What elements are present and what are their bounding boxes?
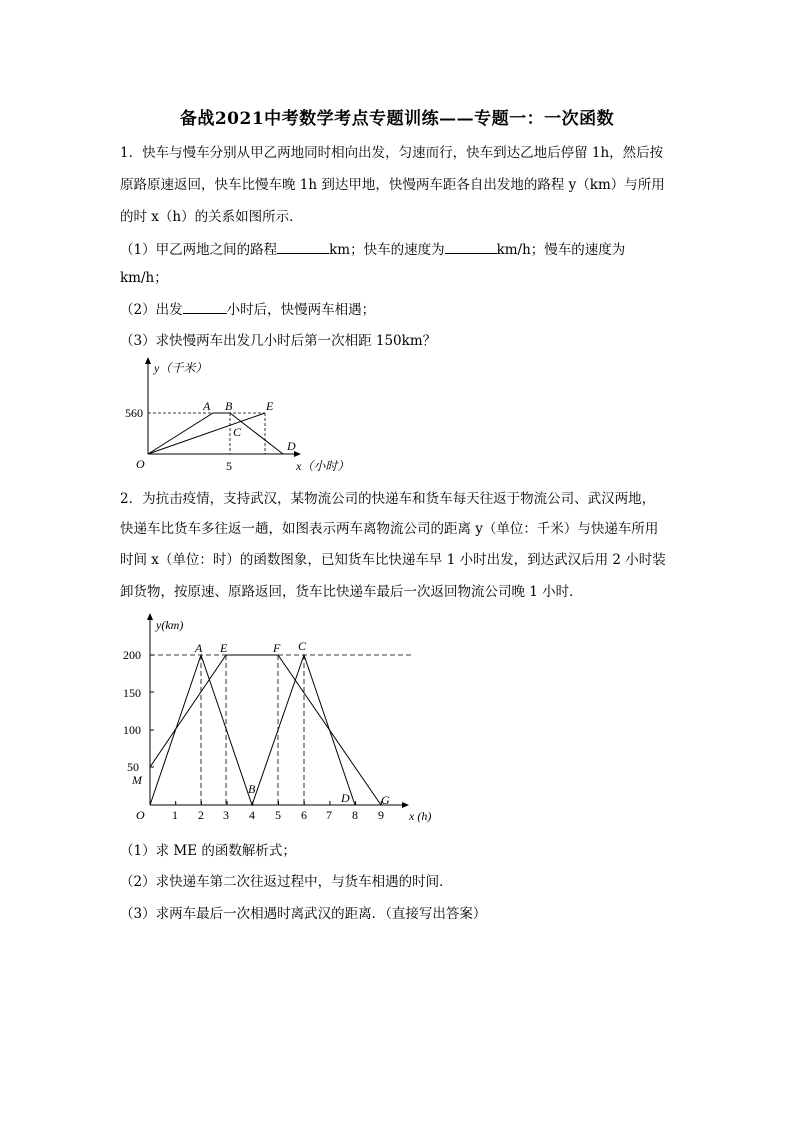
q2-part2: （2）求快递车第二次往返过程中，与货车相遇的时间． [120,874,453,890]
y-tick-560: 560 [125,406,143,420]
x-tick-4: 4 [249,808,255,822]
point-d-label: D [341,791,350,805]
y-axis-label: y（千米） [154,361,208,375]
point-a-label: A [195,641,203,655]
page-title: 备战2021中考数学考点专题训练——专题一：一次函数 [179,109,615,129]
point-g-label: G [381,793,390,807]
y-tick-150: 150 [123,686,141,700]
x-tick-6: 6 [301,808,307,822]
point-e-label: E [266,399,274,413]
q1-part3: （3）求快慢两车出发几小时后第一次相距 150km？ [120,333,437,349]
point-c-label: C [233,425,242,439]
q2-text-line2: 快递车比货车多往返一趟，如图表示两车离物流公司的距离 y（单位：千米）与快递车所用 [120,521,659,537]
q1-part1-a: （1）甲乙两地之间的路程 [120,242,278,258]
q1-part1-c: km/h；慢车的速度为 [496,242,626,258]
point-b-label: B [225,399,233,413]
origin-label: O [136,808,145,822]
point-b-label: B [248,782,256,796]
truck-line [150,655,381,805]
q2-part1: （1）求 ME 的函数解析式； [120,843,296,859]
slow-car-line [148,413,265,454]
x-tick-3: 3 [223,808,229,822]
q2-text-line1: 2．为抗击疫情，支持武汉，某物流公司的快递车和货车每天往返于物流公司、武汉两地， [120,491,656,507]
q1-text-line1: 1．快车与慢车分别从甲乙两地同时相向出发，匀速而行，快车到达乙地后停留 1h，然后按 [120,145,664,161]
q2-part3: （3）求两车最后一次相遇时离武汉的距离．（直接写出答案） [120,906,487,922]
answer-blank-meet-time[interactable] [183,299,227,314]
x-tick-8: 8 [352,808,358,822]
x-tick-2: 2 [198,808,204,822]
point-f-label: F [273,641,281,655]
x-tick-1: 1 [172,808,178,822]
point-m-label: M [132,773,142,787]
q1-part2-b: 小时后，快慢两车相遇； [226,302,376,318]
y-tick-50: 50 [127,760,139,774]
point-d-label: D [287,439,296,453]
x-tick-5: 5 [275,808,281,822]
answer-blank-distance[interactable] [277,239,329,254]
fast-car-line [148,413,283,454]
x-tick-5: 5 [226,459,232,473]
y-axis-label: y(km) [156,618,184,632]
tick-marks [150,655,381,805]
answer-blank-fast-speed[interactable] [445,239,497,254]
q1-part2-a: （2）出发 [120,302,183,318]
x-axis-label: x (h) [409,809,432,823]
q1-part1-b: km；快车的速度为 [329,242,445,258]
q1-text-line3: 的时 x（h）的关系如图所示． [120,209,303,225]
q1-text-line2: 原路原速返回，快车比慢车晚 1h 到达甲地，快慢两车距各自出发地的路程 y（km）与所用 [120,177,665,193]
point-e-label: E [220,641,228,655]
x-tick-9: 9 [378,808,384,822]
x-tick-7: 7 [326,808,332,822]
q1-part1 [120,239,680,260]
y-tick-100: 100 [123,723,141,737]
q2-text-line4: 卸货物，按原速、原路返回，货车比快递车最后一次返回物流公司晚 1 小时． [120,584,583,600]
y-tick-200: 200 [123,648,141,662]
origin-label: O [136,457,145,471]
q1-part1-end: km/h； [120,270,168,286]
point-a-label: A [203,399,211,413]
q2-chart [123,610,448,830]
x-axis-label: x（小时） [296,459,350,473]
q1-chart [125,356,368,480]
point-c-label: C [298,639,307,653]
q1-part2 [120,299,680,320]
q2-text-line3: 时间 x（单位：时）的函数图象，已知货车比快递车早 1 小时出发，到达武汉后用 2 小时装 [120,552,666,568]
